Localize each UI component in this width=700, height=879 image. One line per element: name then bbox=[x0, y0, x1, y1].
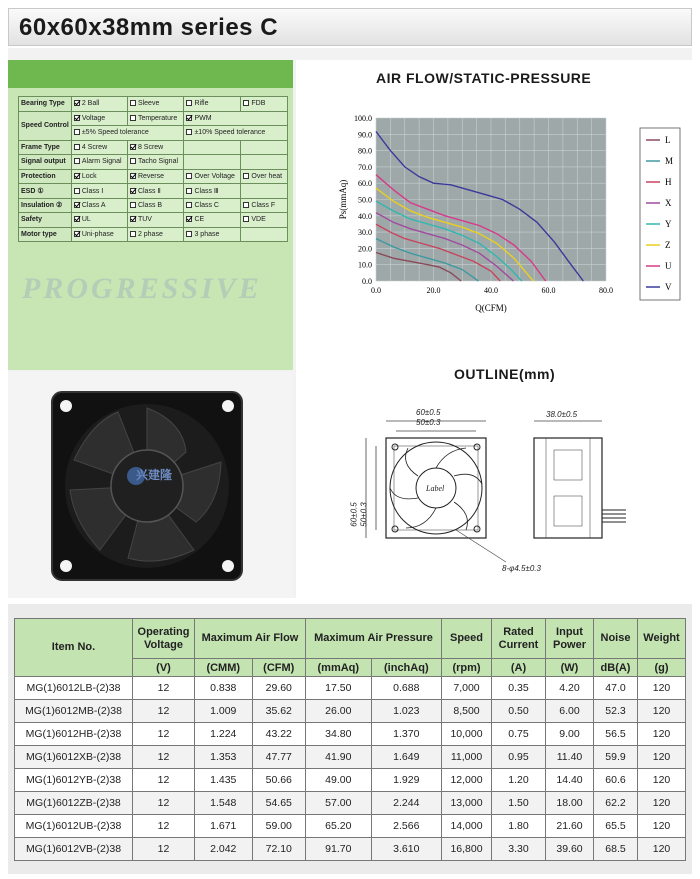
spec-option bbox=[184, 140, 241, 155]
spec-option: 2 Ball bbox=[71, 97, 127, 112]
table-cell: 2.566 bbox=[371, 815, 441, 838]
table-cell: 12 bbox=[133, 677, 195, 700]
table-cell: 56.5 bbox=[594, 723, 638, 746]
checkbox-icon bbox=[74, 188, 80, 194]
outline-title: OUTLINE(mm) bbox=[454, 366, 556, 382]
spec-label: Motor type bbox=[19, 227, 72, 242]
unit-header: (CMM) bbox=[195, 659, 253, 677]
dim-height-outer: 60±0.5 bbox=[349, 502, 359, 527]
spec-label: Speed Control bbox=[19, 111, 72, 140]
spec-label: Signal output bbox=[19, 155, 72, 170]
table-cell: 57.00 bbox=[305, 792, 371, 815]
checkbox-icon bbox=[130, 100, 136, 106]
table-cell: 0.35 bbox=[492, 677, 546, 700]
spec-option: ±10% Speed tolerance bbox=[184, 126, 288, 141]
table-cell: 59.9 bbox=[594, 746, 638, 769]
table-cell: 29.60 bbox=[252, 677, 305, 700]
table-cell: MG(1)6012LB-(2)38 bbox=[15, 677, 133, 700]
spec-panel-header bbox=[8, 60, 293, 88]
table-cell: 35.62 bbox=[252, 700, 305, 723]
table-cell: 65.20 bbox=[305, 815, 371, 838]
spec-row bbox=[19, 198, 288, 213]
fan-photo-area bbox=[8, 372, 293, 598]
table-cell: 12 bbox=[133, 815, 195, 838]
spec-option: 3 phase bbox=[184, 227, 241, 242]
y-tick-label: 100.0 bbox=[354, 114, 372, 123]
table-cell: 59.00 bbox=[252, 815, 305, 838]
chart-outline-panel bbox=[296, 60, 692, 598]
page-title: 60x60x38mm series C bbox=[19, 14, 279, 41]
fan-hub-logo: 兴建隆 bbox=[136, 468, 173, 482]
table-cell: 12 bbox=[133, 769, 195, 792]
x-axis-label: Q(CFM) bbox=[475, 303, 507, 313]
checked-box-icon bbox=[130, 173, 136, 179]
watermark-text: PROGRESSIVE bbox=[22, 272, 262, 305]
table-cell: 1.435 bbox=[195, 769, 253, 792]
legend-label-U: U bbox=[665, 261, 672, 271]
spec-row bbox=[19, 213, 288, 228]
outline-drawing bbox=[296, 390, 692, 590]
y-tick-label: 50.0 bbox=[358, 195, 372, 205]
spec-option: 4 Screw bbox=[71, 140, 127, 155]
table-cell: 52.3 bbox=[594, 700, 638, 723]
table-cell: 12 bbox=[133, 838, 195, 861]
table-cell: 41.90 bbox=[305, 746, 371, 769]
table-cell: 3.610 bbox=[371, 838, 441, 861]
table-row bbox=[15, 792, 686, 815]
unit-header: (mmAq) bbox=[305, 659, 371, 677]
table-row bbox=[15, 677, 686, 700]
checked-box-icon bbox=[74, 100, 80, 106]
spec-option: Class Ⅱ bbox=[127, 184, 184, 199]
spec-option: PWM bbox=[184, 111, 288, 126]
table-cell: 7,000 bbox=[442, 677, 492, 700]
checkbox-icon bbox=[74, 144, 80, 150]
checkbox-icon bbox=[186, 100, 192, 106]
legend-label-V: V bbox=[665, 282, 672, 292]
table-cell: 72.10 bbox=[252, 838, 305, 861]
unit-header: (inchAq) bbox=[371, 659, 441, 677]
table-cell: 62.2 bbox=[594, 792, 638, 815]
table-cell: 10,000 bbox=[442, 723, 492, 746]
legend-label-Z: Z bbox=[665, 240, 671, 250]
table-cell: 0.95 bbox=[492, 746, 546, 769]
table-cell: 49.00 bbox=[305, 769, 371, 792]
table-cell: 68.5 bbox=[594, 838, 638, 861]
spec-option: Class B bbox=[127, 198, 184, 213]
table-cell: 2.042 bbox=[195, 838, 253, 861]
spec-option: CE bbox=[184, 213, 241, 228]
y-tick-label: 60.0 bbox=[358, 179, 372, 189]
table-cell: 1.370 bbox=[371, 723, 441, 746]
table-cell: 6.00 bbox=[546, 700, 594, 723]
spec-label: Protection bbox=[19, 169, 72, 184]
table-cell: 12 bbox=[133, 700, 195, 723]
airflow-chart bbox=[296, 100, 692, 350]
header-airflow: Maximum Air Flow bbox=[195, 619, 306, 659]
header-voltage: Operating Voltage bbox=[133, 619, 195, 659]
table-cell: 9.00 bbox=[546, 723, 594, 746]
table-cell: 8,500 bbox=[442, 700, 492, 723]
header-noise: Noise bbox=[594, 619, 638, 659]
spec-option bbox=[241, 184, 288, 199]
table-cell: MG(1)6012VB-(2)38 bbox=[15, 838, 133, 861]
table-cell: 12,000 bbox=[442, 769, 492, 792]
legend-box bbox=[640, 128, 680, 300]
x-tick-label: 20.0 bbox=[426, 286, 441, 295]
table-cell: 13,000 bbox=[442, 792, 492, 815]
y-tick-label: 70.0 bbox=[358, 162, 372, 172]
table-cell: 65.5 bbox=[594, 815, 638, 838]
table-cell: 17.50 bbox=[305, 677, 371, 700]
table-cell: 14.40 bbox=[546, 769, 594, 792]
spec-option: Uni-phase bbox=[71, 227, 127, 242]
table-cell: 120 bbox=[638, 838, 686, 861]
spec-option: Reverse bbox=[127, 169, 184, 184]
table-cell: MG(1)6012XB-(2)38 bbox=[15, 746, 133, 769]
table-cell: 1.023 bbox=[371, 700, 441, 723]
fan-label-text: Label bbox=[426, 484, 445, 493]
y-tick-label: 10.0 bbox=[358, 260, 372, 270]
legend-label-L: L bbox=[665, 135, 671, 145]
table-row bbox=[15, 838, 686, 861]
header-item-no: Item No. bbox=[15, 619, 133, 677]
table-cell: 50.66 bbox=[252, 769, 305, 792]
spec-option: Tacho Signal bbox=[127, 155, 184, 170]
spec-option: 8 Screw bbox=[127, 140, 184, 155]
table-cell: MG(1)6012ZB-(2)38 bbox=[15, 792, 133, 815]
y-tick-label: 90.0 bbox=[358, 130, 372, 140]
checkbox-icon bbox=[130, 158, 136, 164]
unit-header: (rpm) bbox=[442, 659, 492, 677]
checked-box-icon bbox=[74, 115, 80, 121]
spec-option bbox=[241, 155, 288, 170]
spec-option: Class C bbox=[184, 198, 241, 213]
table-cell: 0.75 bbox=[492, 723, 546, 746]
table-cell: 60.6 bbox=[594, 769, 638, 792]
legend-label-H: H bbox=[665, 177, 672, 187]
chart-title: AIR FLOW/STATIC-PRESSURE bbox=[376, 70, 592, 86]
spec-option: Temperature bbox=[127, 111, 184, 126]
table-cell: 14,000 bbox=[442, 815, 492, 838]
spec-row bbox=[19, 227, 288, 242]
unit-header: (CFM) bbox=[252, 659, 305, 677]
checkbox-icon bbox=[243, 216, 249, 222]
table-cell: 3.30 bbox=[492, 838, 546, 861]
unit-header: (A) bbox=[492, 659, 546, 677]
checked-box-icon bbox=[74, 231, 80, 237]
unit-header: (V) bbox=[133, 659, 195, 677]
y-tick-label: 40.0 bbox=[358, 211, 372, 221]
table-row bbox=[15, 769, 686, 792]
table-cell: 1.548 bbox=[195, 792, 253, 815]
spec-option: Class F bbox=[241, 198, 288, 213]
dim-width-outer: 60±0.5 bbox=[416, 408, 441, 417]
table-cell: 12 bbox=[133, 792, 195, 815]
unit-header: (W) bbox=[546, 659, 594, 677]
spec-row bbox=[19, 97, 288, 112]
table-cell: 26.00 bbox=[305, 700, 371, 723]
table-cell: 39.60 bbox=[546, 838, 594, 861]
checkbox-icon bbox=[186, 173, 192, 179]
checked-box-icon bbox=[74, 216, 80, 222]
table-cell: 120 bbox=[638, 677, 686, 700]
dim-holes: 8-φ4.5±0.3 bbox=[502, 564, 541, 573]
spec-option: Class Ⅲ bbox=[184, 184, 241, 199]
checkbox-icon bbox=[243, 173, 249, 179]
table-cell: MG(1)6012YB-(2)38 bbox=[15, 769, 133, 792]
unit-header: (g) bbox=[638, 659, 686, 677]
table-cell: 1.929 bbox=[371, 769, 441, 792]
spec-option: VDE bbox=[241, 213, 288, 228]
spec-label: ESD ① bbox=[19, 184, 72, 199]
spec-option: Lock bbox=[71, 169, 127, 184]
x-tick-label: 0.0 bbox=[371, 286, 381, 295]
spec-option: FDB bbox=[241, 97, 288, 112]
spec-row bbox=[19, 111, 288, 126]
y-tick-label: 0.0 bbox=[362, 277, 372, 286]
checkbox-icon bbox=[186, 231, 192, 237]
table-cell: 1.009 bbox=[195, 700, 253, 723]
spec-table bbox=[18, 96, 288, 242]
table-cell: 1.224 bbox=[195, 723, 253, 746]
spec-option: Class Ⅰ bbox=[71, 184, 127, 199]
spec-data-table bbox=[14, 618, 686, 861]
spec-label: Frame Type bbox=[19, 140, 72, 155]
title-bar bbox=[8, 8, 692, 46]
table-row bbox=[15, 815, 686, 838]
spec-row bbox=[19, 169, 288, 184]
checkbox-icon bbox=[186, 202, 192, 208]
table-cell: 1.20 bbox=[492, 769, 546, 792]
table-cell: 120 bbox=[638, 792, 686, 815]
table-cell: 54.65 bbox=[252, 792, 305, 815]
table-cell: 1.80 bbox=[492, 815, 546, 838]
table-cell: 120 bbox=[638, 700, 686, 723]
table-cell: 47.0 bbox=[594, 677, 638, 700]
x-tick-label: 80.0 bbox=[599, 286, 613, 295]
table-cell: 18.00 bbox=[546, 792, 594, 815]
table-row bbox=[15, 700, 686, 723]
y-tick-label: 80.0 bbox=[358, 146, 372, 156]
header-weight: Weight bbox=[638, 619, 686, 659]
y-tick-label: 20.0 bbox=[358, 244, 372, 254]
spec-option: Over Voltage bbox=[184, 169, 241, 184]
table-cell: 1.353 bbox=[195, 746, 253, 769]
header-pressure: Maximum Air Pressure bbox=[305, 619, 441, 659]
checkbox-icon bbox=[243, 202, 249, 208]
spec-option: TUV bbox=[127, 213, 184, 228]
table-cell: 12 bbox=[133, 746, 195, 769]
table-cell: 11,000 bbox=[442, 746, 492, 769]
spec-option bbox=[241, 140, 288, 155]
checkbox-icon bbox=[243, 100, 249, 106]
table-cell: 0.838 bbox=[195, 677, 253, 700]
table-cell: 120 bbox=[638, 815, 686, 838]
x-tick-label: 40.0 bbox=[484, 286, 498, 295]
table-cell: 43.22 bbox=[252, 723, 305, 746]
spec-option bbox=[241, 227, 288, 242]
legend-label-M: M bbox=[665, 156, 674, 166]
table-row bbox=[15, 746, 686, 769]
spec-option: ±5% Speed tolerance bbox=[71, 126, 184, 141]
fan-photo bbox=[8, 372, 293, 598]
spec-option: Sleeve bbox=[127, 97, 184, 112]
dim-height-inner: 50±0.3 bbox=[359, 502, 369, 527]
checkbox-icon bbox=[74, 158, 80, 164]
spec-row bbox=[19, 140, 288, 155]
checkbox-icon bbox=[130, 115, 136, 121]
table-cell: 91.70 bbox=[305, 838, 371, 861]
header-current: Rated Current bbox=[492, 619, 546, 659]
checkbox-icon bbox=[130, 231, 136, 237]
table-cell: MG(1)6012HB-(2)38 bbox=[15, 723, 133, 746]
spec-row bbox=[19, 184, 288, 199]
legend-label-X: X bbox=[665, 198, 672, 208]
y-axis-label: Ps(mmAq) bbox=[338, 179, 348, 220]
checked-box-icon bbox=[74, 202, 80, 208]
table-cell: 21.60 bbox=[546, 815, 594, 838]
spec-label: Bearing Type bbox=[19, 97, 72, 112]
spec-option bbox=[184, 155, 241, 170]
header-power: Input Power bbox=[546, 619, 594, 659]
spec-label: Insulation ② bbox=[19, 198, 72, 213]
y-tick-label: 30.0 bbox=[358, 228, 372, 238]
table-row bbox=[15, 723, 686, 746]
dim-width-inner: 50±0.3 bbox=[416, 418, 441, 427]
table-cell: 120 bbox=[638, 746, 686, 769]
unit-header: dB(A) bbox=[594, 659, 638, 677]
table-cell: 0.50 bbox=[492, 700, 546, 723]
checked-box-icon bbox=[130, 188, 136, 194]
checkbox-icon bbox=[130, 202, 136, 208]
legend-label-Y: Y bbox=[665, 219, 672, 229]
table-cell: 120 bbox=[638, 723, 686, 746]
dim-depth: 38.0±0.5 bbox=[546, 410, 578, 419]
checked-box-icon bbox=[186, 115, 192, 121]
table-cell: MG(1)6012UB-(2)38 bbox=[15, 815, 133, 838]
checked-box-icon bbox=[186, 216, 192, 222]
checked-box-icon bbox=[130, 216, 136, 222]
table-cell: 1.50 bbox=[492, 792, 546, 815]
table-cell: 1.649 bbox=[371, 746, 441, 769]
table-cell: 12 bbox=[133, 723, 195, 746]
table-cell: 0.688 bbox=[371, 677, 441, 700]
table-cell: 11.40 bbox=[546, 746, 594, 769]
checkbox-icon bbox=[186, 129, 192, 135]
checkbox-icon bbox=[74, 129, 80, 135]
table-cell: 16,800 bbox=[442, 838, 492, 861]
table-cell: MG(1)6012MB-(2)38 bbox=[15, 700, 133, 723]
table-cell: 120 bbox=[638, 769, 686, 792]
spec-row bbox=[19, 155, 288, 170]
table-cell: 4.20 bbox=[546, 677, 594, 700]
x-tick-label: 60.0 bbox=[541, 286, 556, 295]
spec-option: Voltage bbox=[71, 111, 127, 126]
spec-option: Class A bbox=[71, 198, 127, 213]
checkbox-icon bbox=[186, 188, 192, 194]
checked-box-icon bbox=[74, 173, 80, 179]
spec-option: Alarm Signal bbox=[71, 155, 127, 170]
spec-option: UL bbox=[71, 213, 127, 228]
header-speed: Speed bbox=[442, 619, 492, 659]
spec-option: Rifle bbox=[184, 97, 241, 112]
table-cell: 2.244 bbox=[371, 792, 441, 815]
table-cell: 34.80 bbox=[305, 723, 371, 746]
spec-label: Safety bbox=[19, 213, 72, 228]
checked-box-icon bbox=[130, 144, 136, 150]
table-cell: 47.77 bbox=[252, 746, 305, 769]
table-cell: 1.671 bbox=[195, 815, 253, 838]
spec-option: 2 phase bbox=[127, 227, 184, 242]
spec-option: Over heat bbox=[241, 169, 288, 184]
